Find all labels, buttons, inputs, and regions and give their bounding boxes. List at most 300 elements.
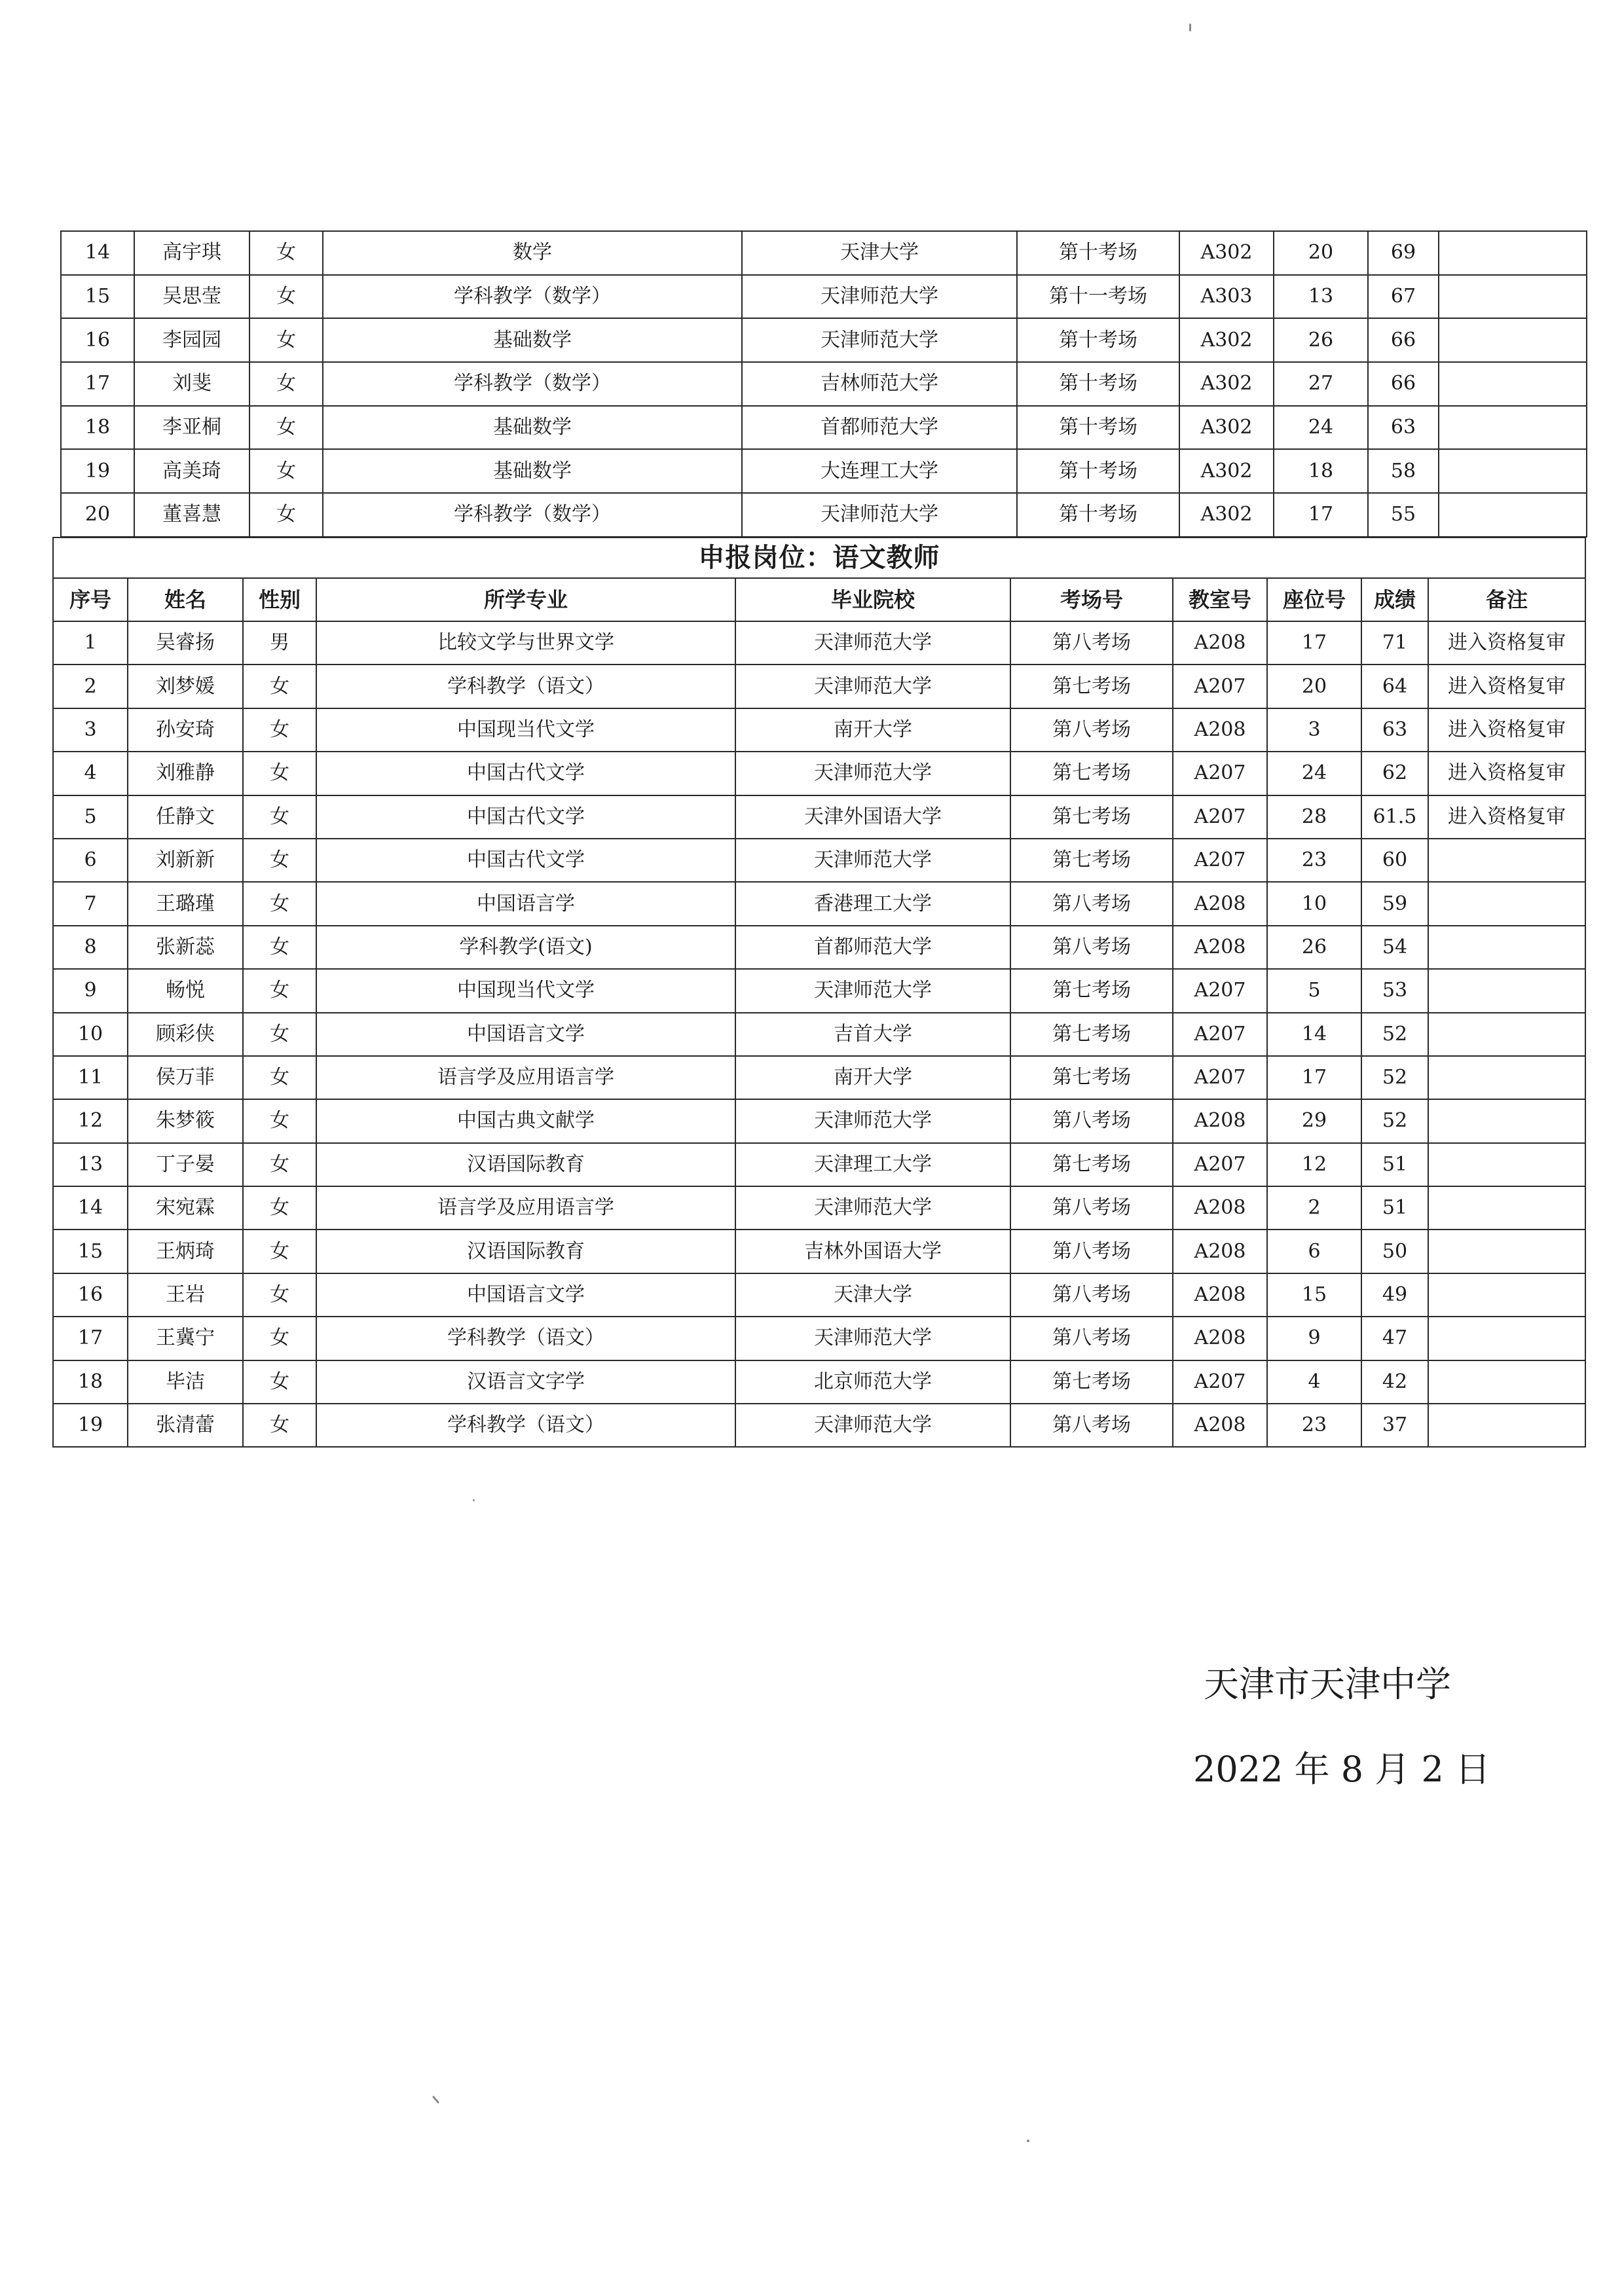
cell-gender: 女 [243, 1143, 316, 1186]
cell-major: 基础数学 [323, 449, 742, 493]
cell-gender: 男 [243, 621, 316, 665]
cell-name: 董喜慧 [134, 493, 249, 537]
header-seat: 座位号 [1267, 578, 1361, 621]
table-row [53, 665, 1585, 708]
cell-gender: 女 [243, 708, 316, 752]
cell-no: 8 [53, 926, 128, 969]
scan-speck [1027, 2140, 1029, 2142]
cell-room: A208 [1173, 1273, 1267, 1317]
cell-name: 畅悦 [128, 969, 243, 1012]
table-header-row [53, 578, 1585, 621]
cell-exam-site: 第八考场 [1010, 1317, 1173, 1360]
cell-room: A302 [1179, 231, 1274, 275]
cell-school: 首都师范大学 [735, 926, 1010, 969]
cell-remark: 进入资格复审 [1428, 621, 1585, 665]
cell-remark [1428, 1404, 1585, 1447]
cell-exam-site: 第七考场 [1010, 1143, 1173, 1186]
table-row [53, 1273, 1585, 1317]
cell-no: 9 [53, 969, 128, 1012]
table-row [53, 1056, 1585, 1099]
cell-score: 49 [1361, 1273, 1428, 1317]
cell-school: 吉林师范大学 [742, 362, 1017, 406]
cell-score: 60 [1361, 839, 1428, 882]
table-row [61, 406, 1587, 450]
cell-exam-site: 第七考场 [1010, 795, 1173, 839]
table-row [53, 1230, 1585, 1273]
cell-major: 中国语言文学 [316, 1013, 735, 1056]
cell-score: 53 [1361, 969, 1428, 1012]
section-title: 申报岗位：语文教师 [53, 538, 1585, 578]
cell-seat: 17 [1267, 1056, 1361, 1099]
cell-remark [1439, 406, 1587, 450]
cell-name: 丁子晏 [128, 1143, 243, 1186]
cell-remark [1428, 969, 1585, 1012]
cell-gender: 女 [249, 231, 323, 275]
cell-score: 58 [1368, 449, 1439, 493]
cell-exam-site: 第八考场 [1010, 1230, 1173, 1273]
table-row [53, 1143, 1585, 1186]
cell-major: 基础数学 [323, 406, 742, 450]
cell-exam-site: 第十考场 [1017, 493, 1179, 537]
cell-no: 16 [61, 318, 134, 362]
cell-score: 42 [1361, 1360, 1428, 1404]
cell-seat: 3 [1267, 708, 1361, 752]
cell-score: 52 [1361, 1099, 1428, 1142]
cell-remark: 进入资格复审 [1428, 752, 1585, 795]
cell-name: 刘斐 [134, 362, 249, 406]
cell-school: 天津师范大学 [735, 1186, 1010, 1230]
cell-score: 51 [1361, 1143, 1428, 1186]
cell-gender: 女 [243, 969, 316, 1012]
cell-name: 王炳琦 [128, 1230, 243, 1273]
cell-room: A207 [1173, 795, 1267, 839]
cell-no: 14 [61, 231, 134, 275]
cell-gender: 女 [243, 1056, 316, 1099]
cell-exam-site: 第八考场 [1010, 926, 1173, 969]
cell-seat: 14 [1267, 1013, 1361, 1056]
cell-exam-site: 第八考场 [1010, 882, 1173, 925]
cell-remark [1428, 882, 1585, 925]
cell-seat: 23 [1267, 839, 1361, 882]
cell-seat: 2 [1267, 1186, 1361, 1230]
header-exam-site: 考场号 [1010, 578, 1173, 621]
table-row [53, 1404, 1585, 1447]
table-row [61, 318, 1587, 362]
cell-remark [1428, 1360, 1585, 1404]
cell-school: 天津师范大学 [735, 665, 1010, 708]
cell-exam-site: 第八考场 [1010, 621, 1173, 665]
cell-room: A207 [1173, 665, 1267, 708]
cell-major: 中国语言文学 [316, 1273, 735, 1317]
cell-remark [1439, 318, 1587, 362]
cell-seat: 20 [1274, 231, 1368, 275]
cell-seat: 23 [1267, 1404, 1361, 1447]
cell-name: 刘雅静 [128, 752, 243, 795]
table-row [61, 362, 1587, 406]
section-title-row [53, 538, 1585, 578]
cell-score: 55 [1368, 493, 1439, 537]
cell-gender: 女 [243, 665, 316, 708]
cell-room: A207 [1173, 969, 1267, 1012]
cell-no: 6 [53, 839, 128, 882]
cell-gender: 女 [243, 1317, 316, 1360]
cell-major: 基础数学 [323, 318, 742, 362]
cell-room: A208 [1173, 882, 1267, 925]
cell-school: 天津师范大学 [735, 969, 1010, 1012]
cell-gender: 女 [243, 752, 316, 795]
cell-score: 51 [1361, 1186, 1428, 1230]
cell-school: 吉林外国语大学 [735, 1230, 1010, 1273]
cell-room: A207 [1173, 1013, 1267, 1056]
cell-school: 南开大学 [735, 1056, 1010, 1099]
cell-no: 18 [53, 1360, 128, 1404]
cell-exam-site: 第八考场 [1010, 708, 1173, 752]
cell-school: 天津师范大学 [735, 839, 1010, 882]
cell-seat: 12 [1267, 1143, 1361, 1186]
cell-room: A207 [1173, 839, 1267, 882]
cell-name: 张清蕾 [128, 1404, 243, 1447]
cell-gender: 女 [243, 926, 316, 969]
cell-seat: 26 [1267, 926, 1361, 969]
cell-no: 4 [53, 752, 128, 795]
cell-remark [1428, 1230, 1585, 1273]
cell-room: A208 [1173, 1230, 1267, 1273]
cell-seat: 17 [1274, 493, 1368, 537]
cell-school: 天津大学 [742, 231, 1017, 275]
cell-room: A302 [1179, 362, 1274, 406]
cell-name: 顾彩侠 [128, 1013, 243, 1056]
cell-remark [1428, 1186, 1585, 1230]
table-row [53, 1013, 1585, 1056]
cell-school: 天津理工大学 [735, 1143, 1010, 1186]
cell-room: A208 [1173, 1404, 1267, 1447]
cell-name: 王冀宁 [128, 1317, 243, 1360]
table-row [53, 708, 1585, 752]
header-no: 序号 [53, 578, 128, 621]
cell-gender: 女 [243, 839, 316, 882]
cell-no: 10 [53, 1013, 128, 1056]
issue-date: 2022 年 8 月 2 日 [1193, 1749, 1490, 1790]
cell-seat: 26 [1274, 318, 1368, 362]
cell-seat: 10 [1267, 882, 1361, 925]
cell-remark [1428, 1317, 1585, 1360]
cell-school: 天津师范大学 [735, 1317, 1010, 1360]
header-score: 成绩 [1361, 578, 1428, 621]
cell-exam-site: 第七考场 [1010, 1360, 1173, 1404]
cell-remark [1428, 1143, 1585, 1186]
cell-exam-site: 第八考场 [1010, 1273, 1173, 1317]
cell-school: 天津师范大学 [735, 752, 1010, 795]
cell-remark [1439, 231, 1587, 275]
table-row [61, 231, 1587, 275]
scan-speck [432, 2096, 439, 2104]
table-row [61, 275, 1587, 319]
cell-remark: 进入资格复审 [1428, 708, 1585, 752]
cell-seat: 20 [1267, 665, 1361, 708]
cell-no: 15 [53, 1230, 128, 1273]
cell-major: 中国现当代文学 [316, 708, 735, 752]
cell-exam-site: 第十考场 [1017, 362, 1179, 406]
table-row [53, 1099, 1585, 1142]
cell-score: 52 [1361, 1056, 1428, 1099]
cell-remark [1428, 926, 1585, 969]
cell-seat: 17 [1267, 621, 1361, 665]
cell-exam-site: 第七考场 [1010, 665, 1173, 708]
cell-seat: 13 [1274, 275, 1368, 319]
cell-room: A208 [1173, 621, 1267, 665]
cell-no: 15 [61, 275, 134, 319]
cell-room: A208 [1173, 708, 1267, 752]
header-major: 所学专业 [316, 578, 735, 621]
cell-exam-site: 第十考场 [1017, 406, 1179, 450]
cell-exam-site: 第七考场 [1010, 839, 1173, 882]
cell-room: A207 [1173, 1143, 1267, 1186]
cell-remark [1428, 1013, 1585, 1056]
chinese-results-table [52, 537, 1586, 1448]
header-school: 毕业院校 [735, 578, 1010, 621]
cell-seat: 5 [1267, 969, 1361, 1012]
table-row [61, 493, 1587, 537]
cell-room: A207 [1173, 1360, 1267, 1404]
cell-name: 宋宛霖 [128, 1186, 243, 1230]
cell-school: 天津师范大学 [735, 1404, 1010, 1447]
cell-exam-site: 第八考场 [1010, 1404, 1173, 1447]
cell-exam-site: 第十考场 [1017, 449, 1179, 493]
cell-no: 3 [53, 708, 128, 752]
cell-remark [1428, 1056, 1585, 1099]
cell-remark [1439, 493, 1587, 537]
cell-no: 16 [53, 1273, 128, 1317]
cell-score: 59 [1361, 882, 1428, 925]
header-name: 姓名 [128, 578, 243, 621]
cell-remark [1428, 839, 1585, 882]
cell-exam-site: 第八考场 [1010, 1099, 1173, 1142]
cell-name: 侯万菲 [128, 1056, 243, 1099]
cell-major: 中国现当代文学 [316, 969, 735, 1012]
cell-gender: 女 [243, 1273, 316, 1317]
cell-name: 李园园 [134, 318, 249, 362]
cell-exam-site: 第八考场 [1010, 1186, 1173, 1230]
cell-gender: 女 [249, 406, 323, 450]
cell-score: 63 [1368, 406, 1439, 450]
cell-score: 71 [1361, 621, 1428, 665]
cell-remark: 进入资格复审 [1428, 795, 1585, 839]
table-row [53, 795, 1585, 839]
table-row [53, 621, 1585, 665]
cell-no: 19 [53, 1404, 128, 1447]
cell-room: A207 [1173, 1056, 1267, 1099]
cell-room: A302 [1179, 318, 1274, 362]
cell-seat: 4 [1267, 1360, 1361, 1404]
table-row [53, 839, 1585, 882]
cell-no: 1 [53, 621, 128, 665]
cell-no: 12 [53, 1099, 128, 1142]
cell-school: 天津师范大学 [742, 318, 1017, 362]
cell-seat: 18 [1274, 449, 1368, 493]
cell-major: 学科教学（语文） [316, 1404, 735, 1447]
cell-exam-site: 第七考场 [1010, 1013, 1173, 1056]
cell-name: 高美琦 [134, 449, 249, 493]
cell-major: 学科教学(语文) [316, 926, 735, 969]
cell-score: 54 [1361, 926, 1428, 969]
cell-major: 汉语言文字学 [316, 1360, 735, 1404]
cell-major: 学科教学（数学） [323, 493, 742, 537]
cell-score: 50 [1361, 1230, 1428, 1273]
scan-speck [473, 1499, 475, 1501]
cell-room: A303 [1179, 275, 1274, 319]
cell-no: 5 [53, 795, 128, 839]
cell-seat: 24 [1267, 752, 1361, 795]
cell-score: 64 [1361, 665, 1428, 708]
cell-name: 吴睿扬 [128, 621, 243, 665]
cell-school: 南开大学 [735, 708, 1010, 752]
cell-room: A207 [1173, 752, 1267, 795]
cell-gender: 女 [243, 1360, 316, 1404]
cell-school: 吉首大学 [735, 1013, 1010, 1056]
table-row [53, 1186, 1585, 1230]
cell-major: 语言学及应用语言学 [316, 1186, 735, 1230]
cell-name: 王岩 [128, 1273, 243, 1317]
cell-room: A208 [1173, 1099, 1267, 1142]
cell-name: 李亚桐 [134, 406, 249, 450]
cell-school: 大连理工大学 [742, 449, 1017, 493]
cell-major: 学科教学（数学） [323, 275, 742, 319]
cell-major: 中国古代文学 [316, 795, 735, 839]
cell-seat: 28 [1267, 795, 1361, 839]
cell-gender: 女 [249, 362, 323, 406]
cell-major: 学科教学（语文） [316, 1317, 735, 1360]
issuing-organization: 天津市天津中学 [1204, 1664, 1451, 1705]
cell-score: 67 [1368, 275, 1439, 319]
cell-exam-site: 第七考场 [1010, 969, 1173, 1012]
cell-major: 汉语国际教育 [316, 1230, 735, 1273]
cell-name: 吴思莹 [134, 275, 249, 319]
cell-no: 17 [61, 362, 134, 406]
cell-room: A302 [1179, 449, 1274, 493]
cell-room: A208 [1173, 926, 1267, 969]
cell-name: 张新蕊 [128, 926, 243, 969]
header-room: 教室号 [1173, 578, 1267, 621]
cell-score: 52 [1361, 1013, 1428, 1056]
cell-seat: 27 [1274, 362, 1368, 406]
cell-no: 7 [53, 882, 128, 925]
cell-school: 天津大学 [735, 1273, 1010, 1317]
cell-name: 高宇琪 [134, 231, 249, 275]
cell-seat: 24 [1274, 406, 1368, 450]
cell-gender: 女 [243, 795, 316, 839]
table-row [53, 1360, 1585, 1404]
cell-room: A302 [1179, 493, 1274, 537]
cell-remark: 进入资格复审 [1428, 665, 1585, 708]
cell-no: 13 [53, 1143, 128, 1186]
cell-score: 47 [1361, 1317, 1428, 1360]
cell-name: 毕洁 [128, 1360, 243, 1404]
table-row [61, 449, 1587, 493]
cell-score: 66 [1368, 362, 1439, 406]
cell-major: 汉语国际教育 [316, 1143, 735, 1186]
cell-gender: 女 [249, 275, 323, 319]
cell-room: A208 [1173, 1186, 1267, 1230]
cell-remark [1439, 275, 1587, 319]
cell-school: 首都师范大学 [742, 406, 1017, 450]
cell-score: 63 [1361, 708, 1428, 752]
cell-score: 37 [1361, 1404, 1428, 1447]
cell-school: 天津师范大学 [742, 275, 1017, 319]
cell-no: 14 [53, 1186, 128, 1230]
cell-major: 数学 [323, 231, 742, 275]
cell-school: 天津师范大学 [735, 1099, 1010, 1142]
cell-school: 香港理工大学 [735, 882, 1010, 925]
cell-gender: 女 [249, 318, 323, 362]
cell-school: 北京师范大学 [735, 1360, 1010, 1404]
math-results-table [60, 230, 1587, 538]
table-row [53, 882, 1585, 925]
cell-name: 孙安琦 [128, 708, 243, 752]
cell-gender: 女 [243, 1099, 316, 1142]
cell-room: A302 [1179, 406, 1274, 450]
cell-exam-site: 第十考场 [1017, 231, 1179, 275]
cell-name: 刘梦媛 [128, 665, 243, 708]
cell-seat: 6 [1267, 1230, 1361, 1273]
cell-remark [1439, 362, 1587, 406]
cell-score: 66 [1368, 318, 1439, 362]
cell-major: 学科教学（语文） [316, 665, 735, 708]
cell-exam-site: 第十考场 [1017, 318, 1179, 362]
table-row [53, 926, 1585, 969]
cell-gender: 女 [243, 1230, 316, 1273]
header-remark: 备注 [1428, 578, 1585, 621]
cell-name: 王璐瑾 [128, 882, 243, 925]
cell-seat: 15 [1267, 1273, 1361, 1317]
cell-seat: 29 [1267, 1099, 1361, 1142]
cell-exam-site: 第七考场 [1010, 752, 1173, 795]
cell-gender: 女 [249, 449, 323, 493]
cell-no: 18 [61, 406, 134, 450]
table-row [53, 752, 1585, 795]
cell-exam-site: 第七考场 [1010, 1056, 1173, 1099]
cell-remark [1428, 1273, 1585, 1317]
cell-gender: 女 [243, 1404, 316, 1447]
header-gender: 性别 [243, 578, 316, 621]
cell-gender: 女 [243, 882, 316, 925]
cell-major: 语言学及应用语言学 [316, 1056, 735, 1099]
cell-remark [1428, 1099, 1585, 1142]
cell-room: A208 [1173, 1317, 1267, 1360]
cell-name: 刘新新 [128, 839, 243, 882]
cell-score: 62 [1361, 752, 1428, 795]
cell-major: 中国古典文献学 [316, 1099, 735, 1142]
cell-score: 61.5 [1361, 795, 1428, 839]
cell-no: 11 [53, 1056, 128, 1099]
cell-school: 天津外国语大学 [735, 795, 1010, 839]
table-row [53, 1317, 1585, 1360]
table-row [53, 969, 1585, 1012]
cell-exam-site: 第十一考场 [1017, 275, 1179, 319]
cell-major: 比较文学与世界文学 [316, 621, 735, 665]
cell-school: 天津师范大学 [735, 621, 1010, 665]
cell-gender: 女 [249, 493, 323, 537]
cell-gender: 女 [243, 1186, 316, 1230]
cell-major: 中国古代文学 [316, 839, 735, 882]
cell-gender: 女 [243, 1013, 316, 1056]
scan-speck [1189, 24, 1191, 31]
cell-no: 2 [53, 665, 128, 708]
cell-no: 17 [53, 1317, 128, 1360]
cell-seat: 9 [1267, 1317, 1361, 1360]
cell-no: 19 [61, 449, 134, 493]
cell-remark [1439, 449, 1587, 493]
cell-name: 任静文 [128, 795, 243, 839]
